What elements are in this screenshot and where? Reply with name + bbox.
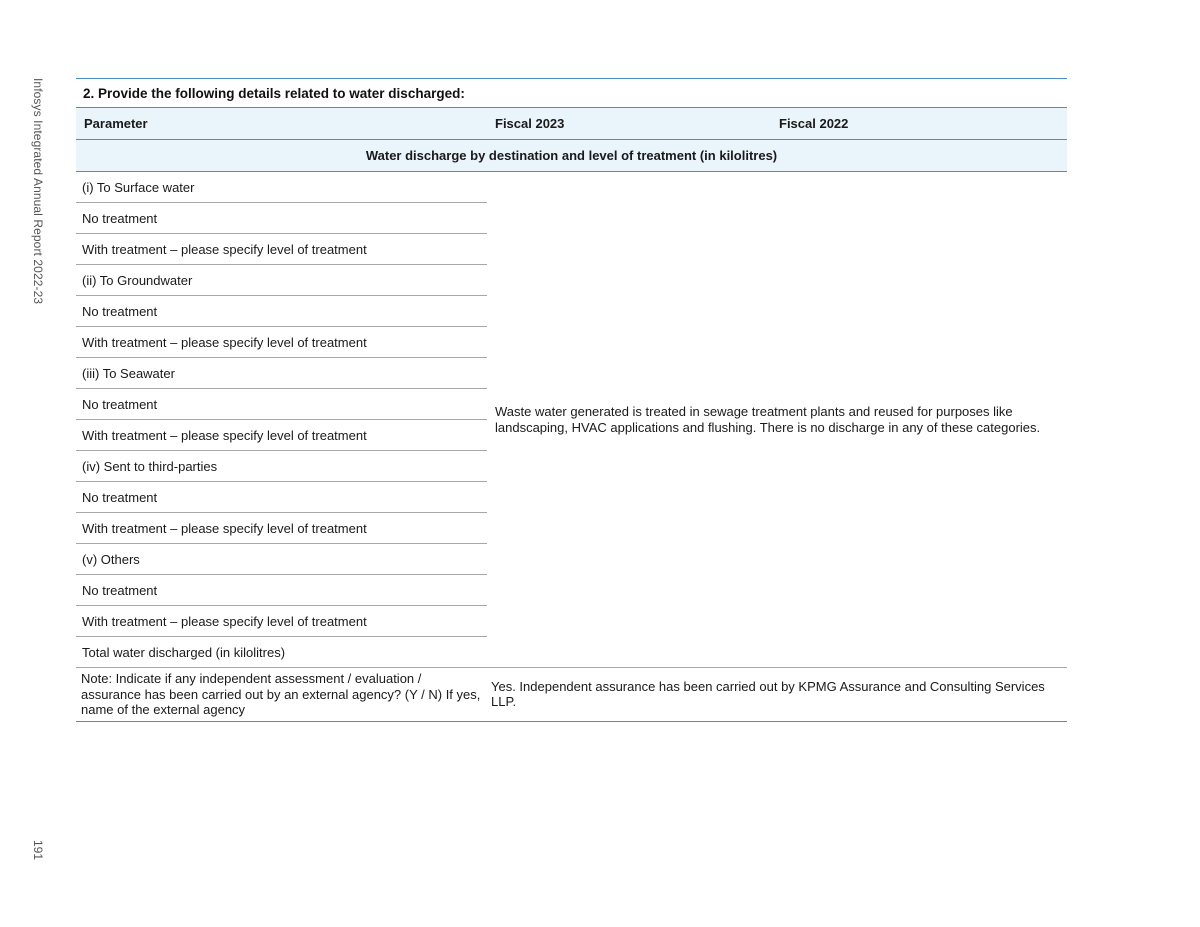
row-label: With treatment – please specify level of treatment [76,420,487,451]
row-label: (i) To Surface water [76,172,487,203]
note-label: Note: Indicate if any independent assessment / evaluation / assurance has been carried out by an external agency? (Y / N) If yes, name of the external agency [76,668,487,722]
note-value: Yes. Independent assurance has been carried out by KPMG Assurance and Consulting Services LLP. [487,668,1067,722]
row-label: (ii) To Groundwater [76,265,487,296]
row-label: No treatment [76,389,487,420]
row-label: No treatment [76,203,487,234]
table-header-row [76,108,1067,140]
row-label: (iii) To Seawater [76,358,487,389]
row-label-total: Total water discharged (in kilolitres) [82,644,286,660]
row-label: (iv) Sent to third-parties [76,451,487,482]
row-label: With treatment – please specify level of treatment [76,234,487,265]
row-label: (v) Others [76,544,487,575]
water-discharge-section [76,78,1067,722]
row-label: No treatment [76,575,487,606]
column-header-fiscal-2022: Fiscal 2022 [771,108,1067,140]
row-label: With treatment – please specify level of treatment [76,513,487,544]
merged-value-cell: Waste water generated is treated in sewage treatment plants and reused for purposes like landscaping, HVAC applications and flushing. There is no discharge in any of these categories. [495,403,1041,435]
table-subheader-row [76,140,1067,172]
section-heading: 2. Provide the following details related to water discharged: [76,78,1067,108]
row-label: No treatment [76,482,487,513]
table-row [76,172,1067,203]
table-subheader: Water discharge by destination and level of treatment (in kilolitres) [76,140,1067,172]
column-header-parameter: Parameter [76,108,487,140]
row-label: With treatment – please specify level of treatment [76,606,487,637]
row-label: No treatment [76,296,487,327]
row-label: With treatment – please specify level of treatment [76,327,487,358]
page-number: 191 [31,840,45,861]
column-header-fiscal-2023: Fiscal 2023 [487,108,771,140]
note-row [76,668,1067,722]
water-discharge-table [76,108,1067,722]
report-title: Infosys Integrated Annual Report 2022-23 [31,78,45,305]
